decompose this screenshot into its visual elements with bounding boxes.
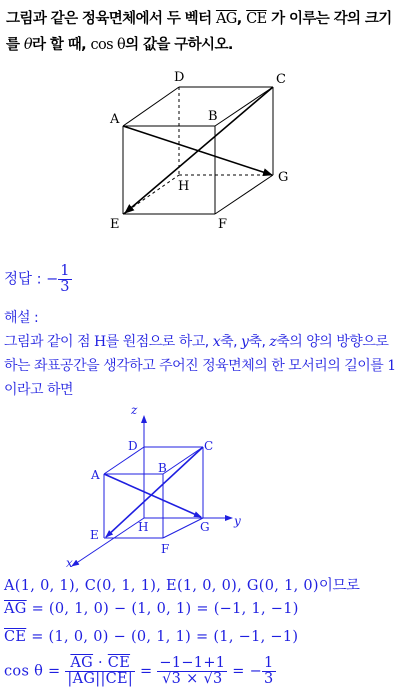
edge-fg <box>163 518 203 538</box>
label-g: G <box>200 520 210 534</box>
vector-ag: $\overline{AG}$ <box>215 11 237 27</box>
theta-symbol: θ <box>23 37 32 53</box>
cos-equation: cos θ = $\frac{\overline{AG} \cdot \overline{CE}}{|AG||CE|}$ = $\frac{-1-1+1}{√3 \times √3}$ = − $\frac{1}{3}$ <box>4 655 274 687</box>
question-comma: , <box>236 11 247 27</box>
label-b: B <box>158 461 167 475</box>
arrow-ce <box>125 87 273 213</box>
cos-theta: cos θ <box>90 37 126 53</box>
edge-bc <box>163 447 203 474</box>
solution-text: 그림과 같이 점 H를 원점으로 하고, x축, y축, z축의 양의 방향으로 하는 좌표공간을 생각하고 주어진 정육면체의 한 모서리의 길이를 1이라고 하면 <box>4 334 396 398</box>
edge-fg <box>215 175 273 214</box>
answer-fraction: $\frac{1}{3}$ <box>60 263 70 295</box>
label-c: C <box>276 72 286 87</box>
question-part2: 가 이루는 각의 크기를 <box>6 11 392 53</box>
question-part3: 라 할 때, <box>32 37 91 53</box>
label-f: F <box>218 217 228 232</box>
label-h: H <box>178 179 190 194</box>
answer-label: 정답 : <box>4 271 47 288</box>
label-a: A <box>110 112 120 127</box>
answer-sign: − <box>46 271 59 288</box>
label-e: E <box>90 528 99 542</box>
vector-ce: $\overline{CE}$ <box>246 11 267 27</box>
ag-equation: $\overline{AG} = (0$, 1, 0) − (1, 0, 1) = (−1, 1, −1) <box>4 601 299 617</box>
label-c: C <box>204 439 214 453</box>
label-a: A <box>91 468 100 482</box>
label-f: F <box>161 542 170 556</box>
label-x-axis: x <box>66 556 73 570</box>
question-part4: 의 값을 구하시오. <box>125 37 233 53</box>
solution-heading: 해설 : <box>4 310 39 326</box>
question-part1: 그림과 같은 정육면체에서 두 벡터 <box>6 11 216 27</box>
cos-fraction-1: $\frac{\overline{AG} \cdot \overline{CE}}{|AG||CE|}$ <box>67 655 134 687</box>
arrow-ce <box>106 447 203 537</box>
edge-ad <box>104 447 144 474</box>
label-d: D <box>174 70 185 85</box>
x-axis <box>72 518 144 566</box>
label-g: G <box>278 170 289 185</box>
answer-line <box>4 264 72 295</box>
cos-fraction-3: $\frac{1}{3}$ <box>264 655 274 687</box>
cos-fraction-2: $\frac{-1-1+1}{√3 \times √3}$ <box>159 655 226 687</box>
label-b: B <box>208 109 218 124</box>
arrow-ag <box>104 474 201 517</box>
edge-ad <box>123 87 179 126</box>
label-d: D <box>128 439 138 453</box>
edge-bc <box>215 87 273 126</box>
label-z-axis: z <box>131 403 138 417</box>
coordinate-cube-figure <box>0 400 400 572</box>
coords-line: A(1, 0, 1), C(0, 1, 1), E(1, 0, 0), G(0, 1, 0)이므로 <box>4 578 360 594</box>
label-y-axis: y <box>234 514 241 528</box>
cube-figure <box>0 0 400 240</box>
ce-equation: $\overline{CE} = (1$, 0, 0) − (0, 1, 1) = (1, −1, −1) <box>4 629 299 645</box>
label-e: E <box>110 217 120 232</box>
label-h: H <box>138 520 149 534</box>
